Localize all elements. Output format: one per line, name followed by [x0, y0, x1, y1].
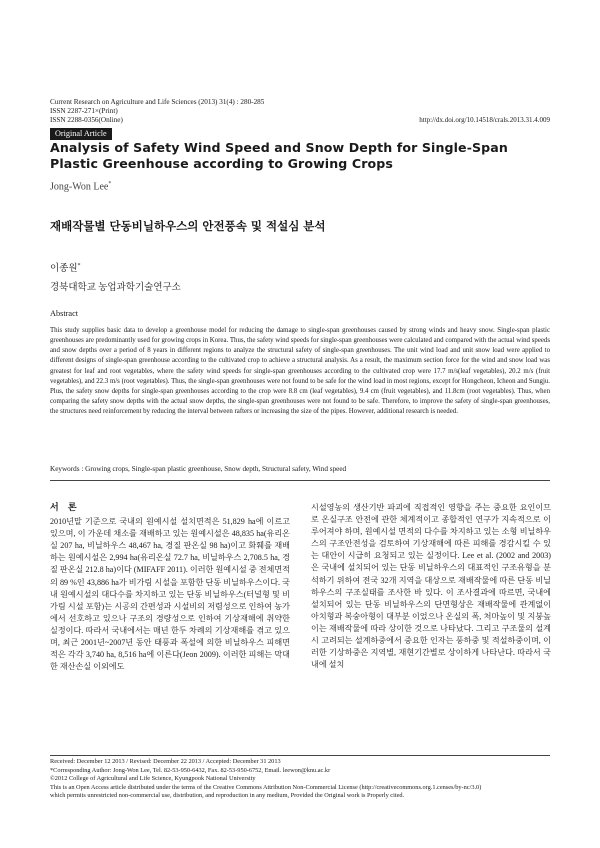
issn-online: ISSN 2288-0356(Online) [50, 116, 123, 124]
author-english-name: Jong-Won Lee [50, 181, 109, 193]
footnote-copyright: ©2012 College of Agricultural and Life Science, Kyungpook National University [50, 775, 256, 783]
author-korean [50, 260, 81, 274]
keywords [50, 465, 550, 473]
paper-title-korean: 재배작물별 단동비닐하우스의 안전풍속 및 적설심 분석 [50, 219, 326, 233]
body-text-left: 2010년말 기준으로 국내의 원예시설 설치면적은 51,829 ha에 이르고 있으며, 이 가운데 채소를 재배하고 있는 원예시설은 48,835 ha(유리온실 207 ha, 비닐하우스 48,467 ha, 경질 판온실 98 ha)이고 화훼를 재배하는 원예시설은 2,994 ha(유리온실 72.7 ha, 비닐하우스 2,708.5 ha, 경질 판온실 212.8 ha)이다 (MIFAFF 2011). 이러한 원예시설 중 전체면적의 89 %인 43,886 ha가 비가림 시설을 포함한 단동 비닐하우스이다. 국내 원예시설의 대다수를 차지하고 있는 단동 비닐하우스(터널형 및 비가림 시설 포함)는 시공의 간편성과 시설비의 저렴성으로 인하여 농가에서 선호하고 있으나 구조의 경량성으로 인하여 기상재해에 취약한 실정이다. 따라서 국내에서는 매년 한두 차례의 기상재해를 겪고 있으며, 최근 2001년~2007년 동안 태풍과 폭설에 의한 비닐하우스 피해면적은 각각 3,740 ha, 8,516 ha에 이른다(Jeon 2009). 이러한 피해는 막대한 재산손실 이외에도 [50, 517, 290, 672]
keywords-label: Keywords : [50, 465, 84, 473]
author-english [50, 181, 111, 192]
journal-citation: Current Research on Agriculture and Life Sciences (2013) 31(4) : 280-285 [50, 98, 265, 106]
section-heading-introduction: 서 론 [50, 503, 80, 513]
paper-title: Analysis of Safety Wind Speed and Snow Depth for Single-Span Plastic Greenhouse according to Growing Crops [50, 140, 508, 171]
doi-link[interactable]: http://dx.doi.org/10.14518/crals.2013.31.4.009 [419, 116, 550, 124]
issn-print: ISSN 2287-271×(Print) [50, 107, 118, 115]
footnote-corresponding: *Corresponding Author: Jong-Won Lee, Tel. 82-53-950-6432, Fax. 82-53-950-6752, Email. leewon@knu.ac.kr [50, 766, 331, 774]
abstract-text: This study supplies basic data to develop a greenhouse model for reducing the damage to single-span greenhouses caused by strong winds and heavy snow. Single-span plastic greenhouses are predominantly used for growing crops in Korea. Thus, the safety wind speeds for single-span greenhouses were calculated and compared with the actual wind speeds and snow depths over a period of 8 years in different regions to analyze the structural safety of single-span greenhouses. The unit wind load and unit snow load were applied to different designs of single-span greenhouse according to the cultivated crop to achieve a structural analysis. As a result, the maximum section force for the wind and snow load was greatest for leaf and root vegetables, where the safety wind speeds for single-span greenhouses according to the cultivated crop were 17.7 m/s(leaf vegetables), 20.2 m/s (fruit vegetables), and 22.3 m/s (root vegetables). Thus, the single-span greenhouses were not found to be safe for the wind load in most regions, except for Hongcheon, Icheon and Sungju. Plus, the safety snow depths for single-span greenhouses according to the crop were 8.8 cm (leaf vegetables), 9.4 cm (fruit vegetables), and 11.8cm (root vegetables). Thus, when comparing the safety snow depths with the actual snow depths, the single-span greenhouses were not found to be safe. Therefore, to improve the safety of single-span greenhouses, the structures need reinforcement by reducing the interval between rafters or increasing the size of the pipes. However, additional research is needed. [50, 327, 550, 416]
footnote-received: Received: December 12 2013 / Revised: December 22 2013 / Accepted: December 31 2013 [50, 758, 281, 765]
affiliation-korean: 경북대학교 농업과학기술연구소 [50, 283, 181, 293]
divider-bottom [50, 755, 550, 756]
divider-top [50, 480, 550, 481]
body-text-right: 시설영농의 생산기반 파괴에 직접적인 영향을 주는 중요한 요인이므로 온실구조 안전에 관한 체계적이고 종합적인 연구가 지속적으로 이루어져야 하며, 원예시설 면적의 다수를 차지하고 있는 소형 비닐하우스의 구조안전성을 검토하여 기상재해에 따른 피해를 경감시킬 수 있는 대안이 시급히 요청되고 있는 실정이다. Lee et al. (2002 and 2003)은 국내에 설치되어 있는 단동 비닐하우스의 대표적인 구조유형을 분석하기 위하여 전국 32개 지역을 대상으로 재배작물에 따른 단동 비닐하우스의 구조실태를 조사한 바 있다. 이 조사결과에 따르면, 국내에 설치되어 있는 단동 비닐하우스의 단면형상은 재배작물에 관계없이 아치형과 복숭아형이 대부분 이었으나 온실의 폭, 처마높이 및 지붕높이는 재배작물에 따라 상이한 것으로 나타났다. 그리고 구조물의 설계 시 고려되는 설계하중에서 중요한 인자는 풍하중 및 적설하중이며, 이러한 기상하중은 지역별, 재현기간별로 상이하게 나타난다. 따라서 국내에 설치 [311, 503, 551, 670]
author-english-mark: * [108, 181, 112, 187]
footnote-license-cont: which permits unrestricted non-commercial use, distribution, and reproduction in any medium, Provided the Original work is Properly cited. [50, 792, 405, 800]
footnotes [50, 758, 550, 801]
body-column-left [50, 502, 290, 673]
author-korean-name: 이종원 [50, 264, 78, 274]
body-column-right [311, 502, 551, 671]
author-korean-mark: * [77, 262, 81, 269]
article-type-badge: Original Article [50, 128, 112, 140]
keywords-list: Growing crops, Single-span plastic greenhouse, Snow depth, Structural safety, Wind speed [85, 465, 347, 473]
abstract-heading: Abstract [50, 309, 79, 318]
footnote-license: This is an Open Access article distributed under the terms of the Creative Commons Attribution Non-Commercial License (http://creativecommons.org.1.censes/by-nc/3.0) [50, 783, 482, 791]
